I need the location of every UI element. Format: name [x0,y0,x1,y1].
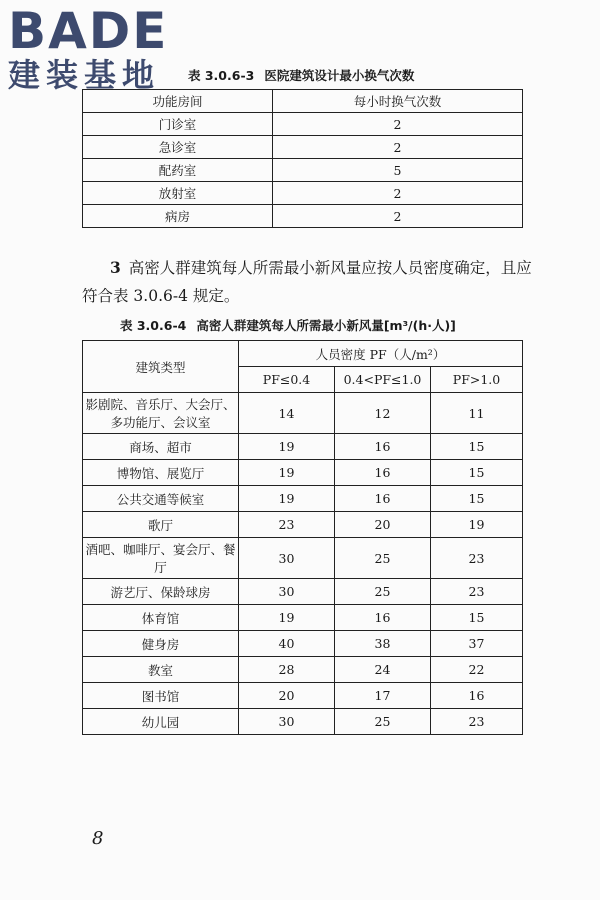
building-type: 游艺厅、保龄球房 [83,579,239,605]
table-row [83,657,523,683]
value-low: 19 [239,460,335,486]
room-name: 门诊室 [83,113,273,136]
table2-header-row [83,341,523,367]
table2-header-type: 建筑类型 [83,341,239,393]
table2-caption [120,316,456,334]
room-name: 急诊室 [83,136,273,159]
table-row [83,486,523,512]
table-row [83,393,523,434]
value-high: 23 [431,579,523,605]
value-low: 19 [239,605,335,631]
value-low: 28 [239,657,335,683]
air-change-rate: 2 [273,136,523,159]
value-high: 19 [431,512,523,538]
building-type: 商场、超市 [83,434,239,460]
table2-title: 高密人群建筑每人所需最小新风量[m³/(h·人)] [196,318,456,333]
value-high: 15 [431,605,523,631]
value-low: 30 [239,538,335,579]
value-high: 23 [431,538,523,579]
air-change-rate: 2 [273,182,523,205]
value-mid: 25 [335,538,431,579]
value-high: 15 [431,460,523,486]
logo-wordmark: BADE [8,2,169,60]
value-low: 19 [239,486,335,512]
value-low: 20 [239,683,335,709]
table2-header-density: 人员密度 PF（人/m²） [239,341,523,367]
value-high: 23 [431,709,523,735]
table1-header-row [83,90,523,113]
building-type: 图书馆 [83,683,239,709]
value-mid: 16 [335,486,431,512]
air-change-rate: 2 [273,205,523,228]
table-row [83,113,523,136]
fresh-air-volume-table [82,340,523,735]
value-low: 23 [239,512,335,538]
building-type: 歌厅 [83,512,239,538]
value-high: 15 [431,486,523,512]
value-mid: 25 [335,709,431,735]
clause-paragraph [82,254,532,310]
table-row [83,182,523,205]
building-type: 体育馆 [83,605,239,631]
table1-caption [188,66,414,84]
table-row [83,159,523,182]
building-type: 公共交通等候室 [83,486,239,512]
room-name: 病房 [83,205,273,228]
value-mid: 12 [335,393,431,434]
page-number: 8 [92,828,104,849]
value-high: 11 [431,393,523,434]
density-col-high: PF>1.0 [431,367,523,393]
value-mid: 16 [335,605,431,631]
density-col-low: PF≤0.4 [239,367,335,393]
clause-text: 高密人群建筑每人所需最小新风量应按人员密度确定，且应符合表 3.0.6-4 规定。 [82,259,532,305]
table-row [83,631,523,657]
bade-logo [8,2,178,94]
value-mid: 25 [335,579,431,605]
table1-title: 医院建筑设计最小换气次数 [264,68,415,83]
building-type: 影剧院、音乐厅、大会厅、多功能厅、会议室 [83,393,239,434]
table-row [83,538,523,579]
table-row [83,434,523,460]
building-type: 酒吧、咖啡厅、宴会厅、餐厅 [83,538,239,579]
building-type: 教室 [83,657,239,683]
building-type: 健身房 [83,631,239,657]
air-change-rate: 5 [273,159,523,182]
table-row [83,683,523,709]
value-mid: 38 [335,631,431,657]
value-low: 40 [239,631,335,657]
value-high: 22 [431,657,523,683]
value-low: 14 [239,393,335,434]
building-type: 博物馆、展览厅 [83,460,239,486]
table-row [83,512,523,538]
room-name: 放射室 [83,182,273,205]
building-type: 幼儿园 [83,709,239,735]
logo-subtitle: 建装基地 [8,56,161,94]
clause-number: 3 [110,258,121,277]
value-low: 30 [239,579,335,605]
table-row [83,205,523,228]
table1-header-rate: 每小时换气次数 [273,90,523,113]
table1-number: 表 3.0.6-3 [188,68,255,83]
table-row [83,579,523,605]
value-mid: 20 [335,512,431,538]
value-low: 30 [239,709,335,735]
table-row [83,605,523,631]
value-high: 37 [431,631,523,657]
density-col-mid: 0.4<PF≤1.0 [335,367,431,393]
table-row [83,136,523,159]
value-high: 16 [431,683,523,709]
room-name: 配药室 [83,159,273,182]
air-change-rate: 2 [273,113,523,136]
table1-header-room: 功能房间 [83,90,273,113]
hospital-air-change-table [82,89,523,228]
table-row [83,460,523,486]
value-mid: 24 [335,657,431,683]
value-mid: 16 [335,434,431,460]
table2-number: 表 3.0.6-4 [120,318,187,333]
value-high: 15 [431,434,523,460]
value-low: 19 [239,434,335,460]
value-mid: 16 [335,460,431,486]
table-row [83,709,523,735]
value-mid: 17 [335,683,431,709]
